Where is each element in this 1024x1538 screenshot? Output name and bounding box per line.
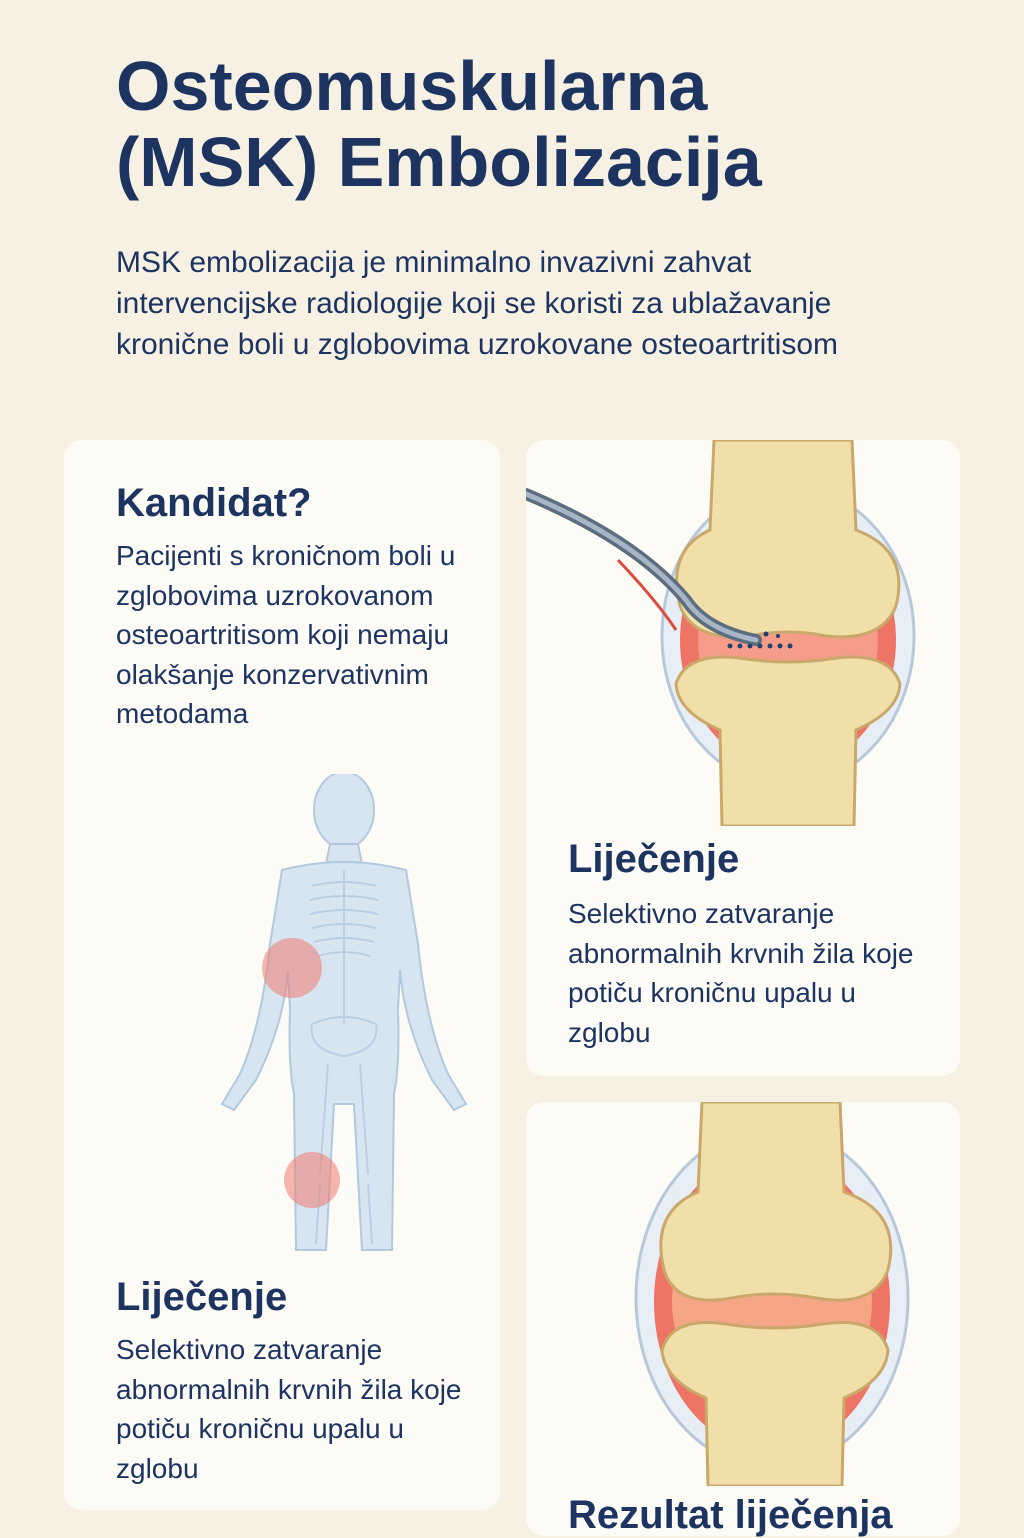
knee-result-illustration [526, 1102, 960, 1486]
treatment-heading-right: Liječenje [568, 837, 740, 881]
treatment-text-right: Selektivno zatvaranje abnormalnih krvnih žila koje potiču kroničnu upalu u zglobu [568, 898, 914, 1048]
shoulder-pain-marker [262, 938, 322, 998]
title-line-1: Osteomuskularna [116, 47, 708, 125]
treatment-text-left: Selektivno zatvaranje abnormalnih krvnih žila koje potiču kroničnu upalu u zglobu [116, 1334, 462, 1484]
candidate-card [64, 440, 500, 1510]
intro-paragraph: MSK embolizacija je minimalno invazivni zahvat intervencijske radiologije koji se koristi za ublažavanje kronične boli u zglobovima uzrokovane osteoartritisom [116, 246, 839, 361]
candidate-text: Pacijenti s kroničnom boli u zglobovima uzrokovanom osteoartritisom koji nemaju olakšanje konzervativnim metodama [116, 540, 456, 729]
title-line-2: (MSK) Embolizacija [116, 123, 762, 201]
result-card [526, 1102, 960, 1536]
human-body-illustration [204, 774, 504, 1264]
page-title [116, 48, 996, 200]
knee-pain-marker [284, 1152, 340, 1208]
treatment-card [526, 440, 960, 1076]
candidate-heading: Kandidat? [116, 481, 312, 525]
knee-embolization-illustration [526, 440, 960, 826]
treatment-heading-left: Liječenje [116, 1275, 288, 1319]
result-heading: Rezultat liječenja [568, 1493, 893, 1537]
